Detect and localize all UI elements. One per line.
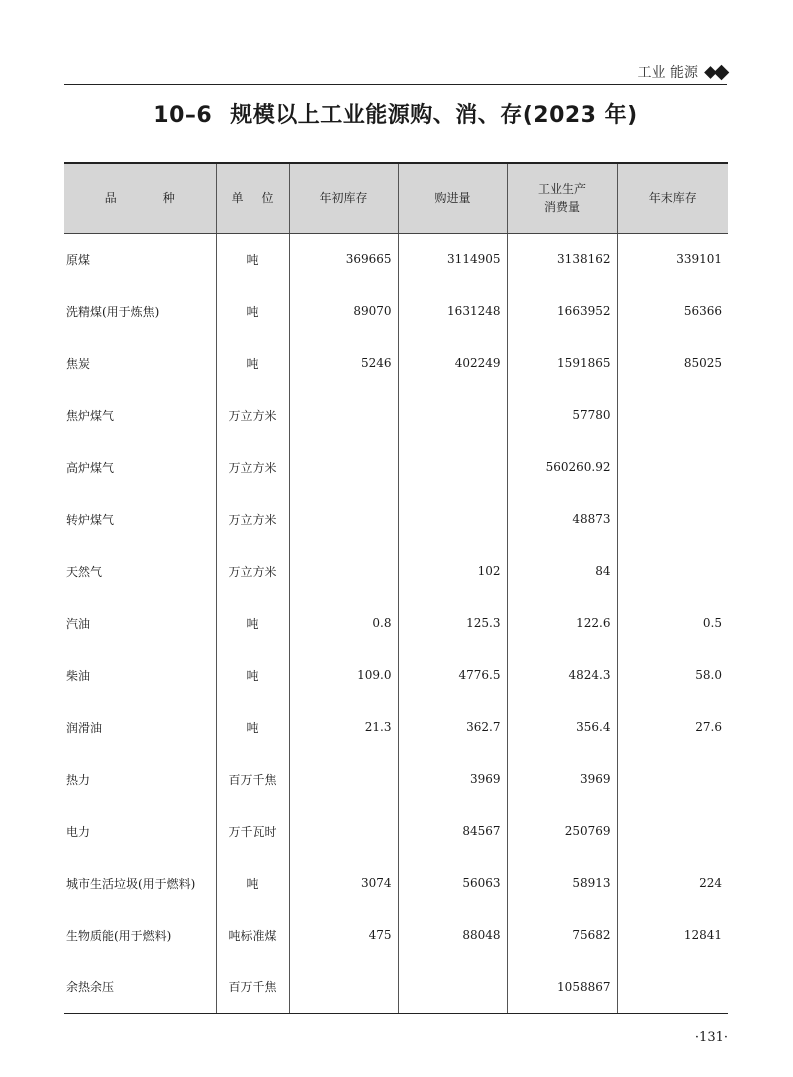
row-purchase bbox=[398, 961, 507, 1013]
row-unit: 吨 bbox=[216, 597, 289, 649]
row-unit: 吨 bbox=[216, 857, 289, 909]
table-row bbox=[64, 805, 728, 857]
table-number: 10–6 bbox=[153, 103, 213, 128]
row-opening-stock bbox=[289, 753, 398, 805]
row-closing-stock bbox=[617, 493, 728, 545]
row-opening-stock: 369665 bbox=[289, 233, 398, 285]
row-opening-stock bbox=[289, 961, 398, 1013]
energy-table bbox=[64, 162, 728, 1014]
row-consumption: 356.4 bbox=[507, 701, 617, 753]
row-opening-stock: 89070 bbox=[289, 285, 398, 337]
header-closing-stock: 年末库存 bbox=[617, 163, 728, 233]
row-consumption: 3969 bbox=[507, 753, 617, 805]
row-name: 余热余压 bbox=[64, 961, 216, 1013]
row-unit: 吨标准煤 bbox=[216, 909, 289, 961]
row-unit: 吨 bbox=[216, 649, 289, 701]
row-opening-stock: 0.8 bbox=[289, 597, 398, 649]
row-consumption: 84 bbox=[507, 545, 617, 597]
row-purchase: 102 bbox=[398, 545, 507, 597]
row-purchase: 84567 bbox=[398, 805, 507, 857]
row-purchase: 1631248 bbox=[398, 285, 507, 337]
row-opening-stock bbox=[289, 441, 398, 493]
row-consumption: 75682 bbox=[507, 909, 617, 961]
table-row bbox=[64, 441, 728, 493]
row-consumption: 122.6 bbox=[507, 597, 617, 649]
row-consumption: 1663952 bbox=[507, 285, 617, 337]
table-row bbox=[64, 961, 728, 1013]
table-row bbox=[64, 753, 728, 805]
row-unit: 百万千焦 bbox=[216, 753, 289, 805]
row-name: 转炉煤气 bbox=[66, 512, 115, 527]
row-name: 高炉煤气 bbox=[66, 460, 115, 475]
row-name: 润滑油 bbox=[66, 720, 103, 735]
row-name: 电力 bbox=[66, 824, 91, 839]
row-closing-stock: 339101 bbox=[617, 233, 728, 285]
row-purchase: 4776.5 bbox=[398, 649, 507, 701]
row-unit: 吨 bbox=[216, 701, 289, 753]
row-opening-stock: 21.3 bbox=[289, 701, 398, 753]
row-name: 洗精煤(用于炼焦) bbox=[66, 304, 160, 319]
row-name: 焦炉煤气 bbox=[66, 408, 115, 423]
row-opening-stock: 3074 bbox=[289, 857, 398, 909]
table-row bbox=[64, 545, 728, 597]
page-title bbox=[64, 98, 727, 129]
row-consumption: 58913 bbox=[507, 857, 617, 909]
row-consumption: 1591865 bbox=[507, 337, 617, 389]
row-unit: 吨 bbox=[216, 337, 289, 389]
row-consumption: 250769 bbox=[507, 805, 617, 857]
row-unit: 万立方米 bbox=[216, 389, 289, 441]
row-purchase bbox=[398, 441, 507, 493]
header-variety: 品 种 bbox=[64, 163, 216, 233]
diamond-icon bbox=[706, 67, 727, 78]
table-row bbox=[64, 337, 728, 389]
header-unit: 单 位 bbox=[216, 163, 289, 233]
row-consumption: 4824.3 bbox=[507, 649, 617, 701]
row-closing-stock: 12841 bbox=[617, 909, 728, 961]
row-unit: 万立方米 bbox=[216, 441, 289, 493]
row-consumption: 57780 bbox=[507, 389, 617, 441]
row-consumption: 3138162 bbox=[507, 233, 617, 285]
page-number: ·131· bbox=[694, 1030, 728, 1045]
table-row bbox=[64, 909, 728, 961]
row-closing-stock bbox=[617, 805, 728, 857]
row-consumption: 1058867 bbox=[507, 961, 617, 1013]
row-purchase: 3969 bbox=[398, 753, 507, 805]
header-opening-stock: 年初库存 bbox=[289, 163, 398, 233]
row-consumption: 48873 bbox=[507, 493, 617, 545]
row-opening-stock: 109.0 bbox=[289, 649, 398, 701]
row-closing-stock: 0.5 bbox=[617, 597, 728, 649]
running-head-text: 工业 能源 bbox=[637, 65, 698, 81]
row-closing-stock: 58.0 bbox=[617, 649, 728, 701]
row-closing-stock bbox=[617, 389, 728, 441]
table-row bbox=[64, 493, 728, 545]
header-consumption: 工业生产 消费量 bbox=[507, 163, 617, 233]
running-head bbox=[440, 62, 727, 82]
row-opening-stock bbox=[289, 493, 398, 545]
row-unit: 万千瓦时 bbox=[216, 805, 289, 857]
row-opening-stock: 5246 bbox=[289, 337, 398, 389]
row-closing-stock bbox=[617, 961, 728, 1013]
table-row bbox=[64, 597, 728, 649]
row-purchase: 362.7 bbox=[398, 701, 507, 753]
row-purchase: 56063 bbox=[398, 857, 507, 909]
row-closing-stock bbox=[617, 545, 728, 597]
row-name: 汽油 bbox=[66, 616, 91, 631]
row-closing-stock bbox=[617, 753, 728, 805]
row-name: 原煤 bbox=[66, 252, 91, 267]
row-closing-stock: 224 bbox=[617, 857, 728, 909]
row-purchase bbox=[398, 389, 507, 441]
row-unit: 万立方米 bbox=[216, 545, 289, 597]
row-purchase: 402249 bbox=[398, 337, 507, 389]
table-row bbox=[64, 857, 728, 909]
row-purchase bbox=[398, 493, 507, 545]
row-purchase: 3114905 bbox=[398, 233, 507, 285]
row-purchase: 88048 bbox=[398, 909, 507, 961]
row-name: 焦炭 bbox=[66, 356, 91, 371]
row-purchase: 125.3 bbox=[398, 597, 507, 649]
header-purchase: 购进量 bbox=[398, 163, 507, 233]
header-rule bbox=[64, 84, 727, 85]
row-name: 天然气 bbox=[66, 564, 103, 579]
table-header-row bbox=[64, 163, 728, 233]
row-opening-stock: 475 bbox=[289, 909, 398, 961]
row-name: 城市生活垃圾(用于燃料) bbox=[66, 876, 196, 891]
row-opening-stock bbox=[289, 805, 398, 857]
row-name: 生物质能(用于燃料) bbox=[66, 928, 172, 943]
row-name: 热力 bbox=[66, 772, 91, 787]
row-name: 柴油 bbox=[66, 668, 91, 683]
row-unit: 万立方米 bbox=[216, 493, 289, 545]
table-row bbox=[64, 285, 728, 337]
table-row bbox=[64, 389, 728, 441]
table-title: 规模以上工业能源购、消、存(2023 年) bbox=[230, 103, 638, 128]
row-unit: 百万千焦 bbox=[216, 961, 289, 1013]
row-closing-stock: 27.6 bbox=[617, 701, 728, 753]
row-closing-stock: 56366 bbox=[617, 285, 728, 337]
row-unit: 吨 bbox=[216, 233, 289, 285]
row-closing-stock: 85025 bbox=[617, 337, 728, 389]
table-row bbox=[64, 649, 728, 701]
row-consumption: 560260.92 bbox=[507, 441, 617, 493]
table-row bbox=[64, 233, 728, 285]
row-unit: 吨 bbox=[216, 285, 289, 337]
row-opening-stock bbox=[289, 545, 398, 597]
row-closing-stock bbox=[617, 441, 728, 493]
table-row bbox=[64, 701, 728, 753]
row-opening-stock bbox=[289, 389, 398, 441]
